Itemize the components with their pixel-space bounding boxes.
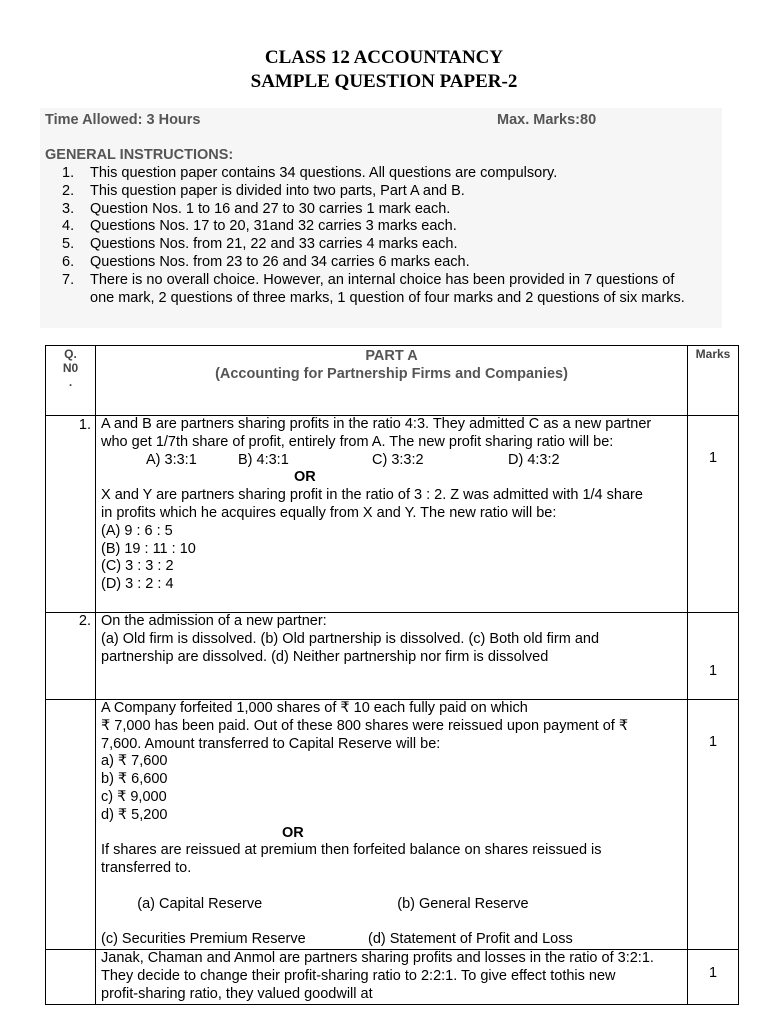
question-text: [96, 416, 688, 613]
part-header: [96, 346, 688, 416]
question-line: A Company forfeited 1,000 shares of ₹ 10 each fully paid on which: [101, 700, 528, 716]
instruction-item: [62, 254, 722, 272]
instruction-item: [62, 165, 722, 183]
max-marks: Max. Marks:80: [497, 112, 597, 128]
question-number: 1.: [46, 416, 96, 613]
instruction-number: 7.: [62, 271, 75, 288]
table-row: [46, 950, 739, 1004]
question-line: On the admission of a new partner:: [101, 613, 327, 629]
instruction-text: Questions Nos. 17 to 20, 31and 32 carries 3 marks each.: [90, 218, 457, 235]
part-subtitle: (Accounting for Partnership Firms and Companies): [215, 366, 568, 382]
question-line: (B) 19 : 11 : 10: [101, 540, 196, 557]
question-marks: [688, 950, 739, 1004]
question-options: [101, 931, 687, 949]
question-line: They decide to change their profit-sharing ratio to 2:2:1. To give effect tothis new: [101, 967, 616, 984]
question-text: [96, 950, 688, 1004]
instruction-text-continued: one mark, 2 questions of three marks, 1 question of four marks and 2 questions of six marks.: [90, 289, 685, 306]
option-b: B) 4:3:1: [238, 451, 289, 468]
table-header-row: [46, 346, 739, 416]
question-number: [46, 700, 96, 950]
question-number: [46, 950, 96, 1004]
question-line: ₹ 7,000 has been paid. Out of these 800 shares were reissued upon payment of ₹: [101, 717, 629, 734]
instruction-item: [62, 201, 722, 219]
part-title: PART A: [365, 348, 418, 364]
option-d: (d) Statement of Profit and Loss: [368, 931, 573, 948]
question-line: profit-sharing ratio, they valued goodwill at: [101, 985, 373, 1002]
marks-value: 1: [708, 965, 718, 982]
qno-header: [46, 346, 96, 416]
instruction-text: This question paper is divided into two parts, Part A and B.: [90, 182, 465, 199]
option-c: (c) Securities Premium Reserve: [101, 931, 306, 948]
question-line: X and Y are partners sharing profit in the ratio of 3 : 2. Z was admitted with 1/4 share: [101, 487, 643, 504]
marks-value: 1: [708, 450, 718, 466]
table-row: [46, 613, 739, 700]
instruction-number: 1.: [62, 165, 75, 181]
question-line: (a) Old firm is dissolved. (b) Old partnership is dissolved. (c) Both old firm and: [101, 630, 600, 647]
marks-value: 1: [708, 734, 718, 750]
instruction-number: 2.: [62, 182, 75, 199]
paper-subtitle: SAMPLE QUESTION PAPER-2: [250, 71, 518, 92]
option-b: (b) General Reserve: [397, 895, 529, 912]
instructions-heading: GENERAL INSTRUCTIONS:: [45, 147, 234, 163]
question-line: (D) 3 : 2 : 4: [101, 576, 174, 593]
question-line: (C) 3 : 3 : 2: [101, 558, 174, 575]
instruction-item: [62, 183, 722, 201]
question-line: (A) 9 : 6 : 5: [101, 522, 173, 539]
or-separator: OR: [282, 824, 304, 841]
question-line: d) ₹ 5,200: [101, 806, 168, 823]
question-line: c) ₹ 9,000: [101, 788, 167, 805]
marks-value: 1: [708, 663, 718, 679]
qno-header-line: .: [68, 375, 73, 389]
instruction-number: 4.: [62, 218, 75, 235]
qno-header-line: Q.: [64, 347, 77, 361]
instruction-text: There is no overall choice. However, an internal choice has been provided in 7 questions of: [90, 271, 675, 288]
instruction-item: [62, 236, 722, 254]
option-a: A) 3:3:1: [146, 451, 197, 468]
instruction-item: [62, 218, 722, 236]
question-marks: [688, 700, 739, 950]
question-line: in profits which he acquires equally from X and Y. The new ratio will be:: [101, 504, 557, 521]
question-text: [96, 700, 688, 950]
instruction-number: 3.: [62, 200, 75, 217]
question-table: [45, 345, 739, 1005]
question-line: partnership are dissolved. (d) Neither partnership nor firm is dissolved: [101, 648, 549, 665]
option-d: D) 4:3:2: [508, 451, 560, 468]
instruction-number: 6.: [62, 253, 75, 270]
instruction-text-block: [90, 272, 685, 308]
instructions-list: [62, 165, 722, 307]
or-separator: OR: [294, 469, 316, 486]
instruction-number: 5.: [62, 236, 75, 253]
option-c: C) 3:3:2: [372, 451, 424, 468]
question-text: [96, 613, 688, 700]
question-line: Janak, Chaman and Anmol are partners sharing profits and losses in the ratio of 3:2:1.: [101, 950, 654, 967]
instruction-text: Questions Nos. from 21, 22 and 33 carries 4 marks each.: [90, 236, 458, 253]
marks-header: Marks: [688, 346, 739, 416]
question-line: transferred to.: [101, 860, 192, 877]
question-number: 2.: [46, 613, 96, 700]
question-line: b) ₹ 6,600: [101, 771, 168, 788]
question-marks: [688, 416, 739, 613]
question-line: a) ₹ 7,600: [101, 753, 168, 770]
question-line: who get 1/7th share of profit, entirely from A. The new profit sharing ratio will be:: [101, 433, 614, 450]
question-line: 7,600. Amount transferred to Capital Reserve will be:: [101, 735, 441, 752]
table-row: [46, 700, 739, 950]
option-a: (a) Capital Reserve: [133, 895, 263, 912]
paper-title: CLASS 12 ACCOUNTANCY: [264, 47, 504, 68]
question-marks: [688, 613, 739, 700]
question-line: If shares are reissued at premium then forfeited balance on shares reissued is: [101, 842, 602, 859]
instruction-text: This question paper contains 34 questions. All questions are compulsory.: [90, 165, 558, 181]
instruction-item: [62, 272, 722, 308]
qno-header-line: N0: [62, 361, 79, 375]
instruction-text: Questions Nos. from 23 to 26 and 34 carries 6 marks each.: [90, 253, 470, 270]
question-options: [101, 878, 687, 931]
question-line: A and B are partners sharing profits in the ratio 4:3. They admitted C as a new partner: [101, 416, 652, 432]
question-options: [101, 452, 687, 470]
time-allowed: Time Allowed: 3 Hours: [45, 112, 201, 128]
table-row: [46, 416, 739, 613]
instruction-text: Question Nos. 1 to 16 and 27 to 30 carries 1 mark each.: [90, 200, 451, 217]
